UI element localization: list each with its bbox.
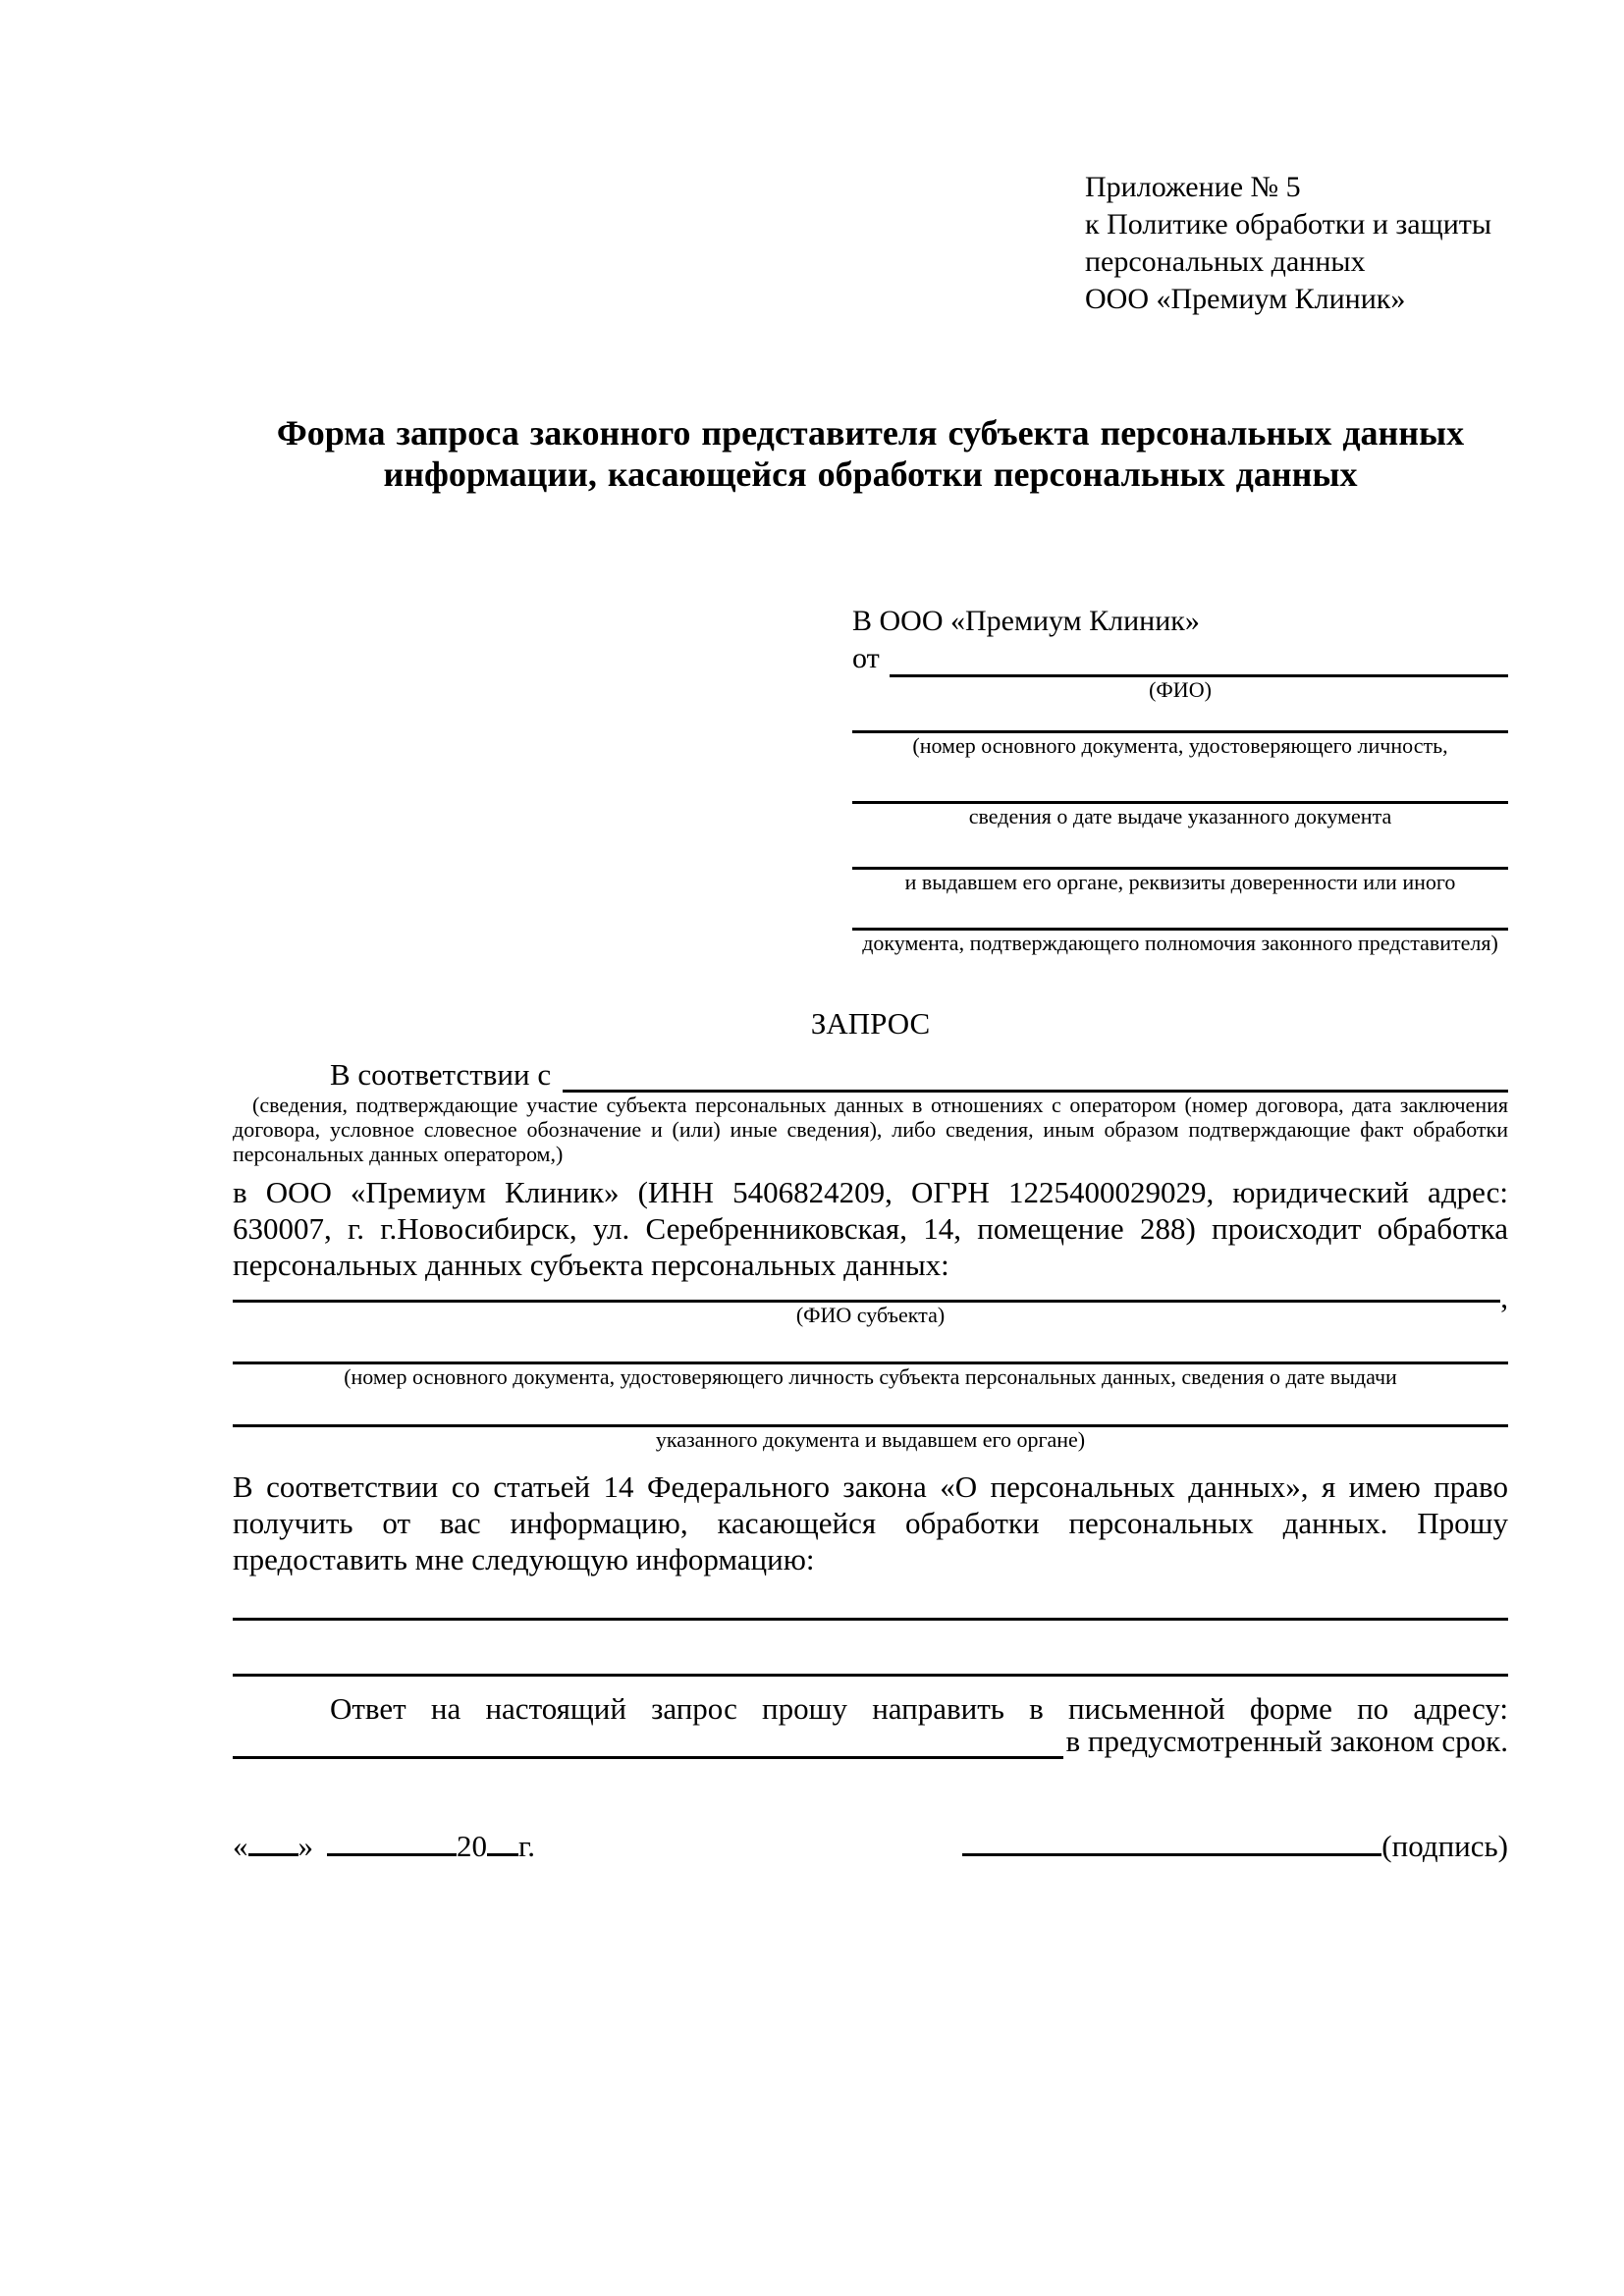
answer-address-row [233, 1724, 1508, 1759]
addressee-to: В ООО «Премиум Клиник» [852, 605, 1200, 637]
info-fill-line [233, 1621, 1508, 1677]
year-suffix: г. [518, 1829, 535, 1863]
document-caption: и выдавшем его органе, реквизиты доверенности или иного [904, 870, 1456, 894]
date-field [233, 1828, 535, 1864]
appendix-header-block [1085, 169, 1536, 318]
appendix-line: персональных данных [1085, 245, 1366, 278]
document-fill-line [852, 829, 1508, 870]
signature-fill-line [962, 1828, 1381, 1856]
year-prefix: 20 [457, 1829, 487, 1863]
quote-open: « [233, 1829, 248, 1863]
document-caption: документа, подтверждающего полномочия законного представителя) [862, 931, 1498, 955]
request-heading: ЗАПРОС [810, 1006, 931, 1041]
signature-caption: (подпись) [1381, 1829, 1508, 1863]
subject-doc-caption: указанного документа и выдавшем его органе) [655, 1427, 1086, 1452]
document-title-line: Форма запроса законного представителя субъекта персональных данных [276, 413, 1465, 453]
day-fill-line [248, 1828, 298, 1856]
signature-field [962, 1828, 1508, 1864]
document-fill-line [852, 895, 1508, 931]
intro-field-row [233, 1055, 1508, 1093]
answer-paragraph: Ответ на настоящий запрос прошу направить в письменной форме по адресу: [330, 1691, 1508, 1726]
addressee-block [852, 603, 1508, 956]
appendix-line: ООО «Премиум Клиник» [1085, 283, 1406, 315]
subject-doc-caption: (номер основного документа, удостоверяющего личность субъекта персональных данных, сведения о дате выдачи [344, 1364, 1397, 1389]
document-fill-line [852, 759, 1508, 804]
quote-close: » [298, 1829, 313, 1863]
document-title [233, 412, 1508, 495]
subject-fio-caption: (ФИО субъекта) [795, 1303, 946, 1327]
appendix-line: к Политике обработки и защиты [1085, 208, 1492, 240]
subject-doc-fill-line [233, 1390, 1508, 1427]
info-fill-line [233, 1577, 1508, 1621]
answer-tail: в предусмотренный законом срок. [1065, 1724, 1508, 1758]
from-field-row [852, 640, 1508, 677]
address-fill-line [233, 1756, 1063, 1759]
subject-fio-comma: , [1500, 1280, 1508, 1314]
document-caption: сведения о дате выдаче указанного документа [968, 804, 1392, 828]
subject-fio-row [233, 1280, 1508, 1314]
law-paragraph: В соответствии со статьей 14 Федерального закона «О персональных данных», я имею право получить от вас информацию, касающейся обработки персональных данных. Прошу предоставить мне следующую информацию: [233, 1469, 1508, 1576]
document-fill-line [852, 703, 1508, 733]
date-signature-row [233, 1828, 1508, 1864]
appendix-line: Приложение № 5 [1085, 171, 1301, 203]
document-caption: (номер основного документа, удостоверяющего личность, [912, 733, 1448, 758]
intro-caption: (сведения, подтверждающие участие субъекта персональных данных в отношениях с оператором (номер договора, дата заключения договора, условное словесное обозначение и (или) иные сведения), либо сведения, иным образом подтверждающие факт обработки персональных данных оператором,) [233, 1093, 1508, 1166]
document-title-line: информации, касающейся обработки персональных данных [383, 454, 1358, 494]
subject-doc-fill-line [233, 1328, 1508, 1364]
operator-paragraph: в ООО «Премиум Клиник» (ИНН 5406824209, ОГРН 1225400029029, юридический адрес: 630007, г. г.Новосибирск, ул. Серебренниковская, 14, помещение 288) происходит обработка персональных данных субъекта персональных данных: [233, 1175, 1508, 1282]
year-fill-line [487, 1828, 518, 1856]
intro-label: В соответствии с [330, 1057, 552, 1092]
month-fill-line [327, 1828, 457, 1856]
request-body [233, 1005, 1508, 1759]
from-label: от [852, 642, 880, 674]
fio-caption: (ФИО) [1149, 677, 1212, 702]
